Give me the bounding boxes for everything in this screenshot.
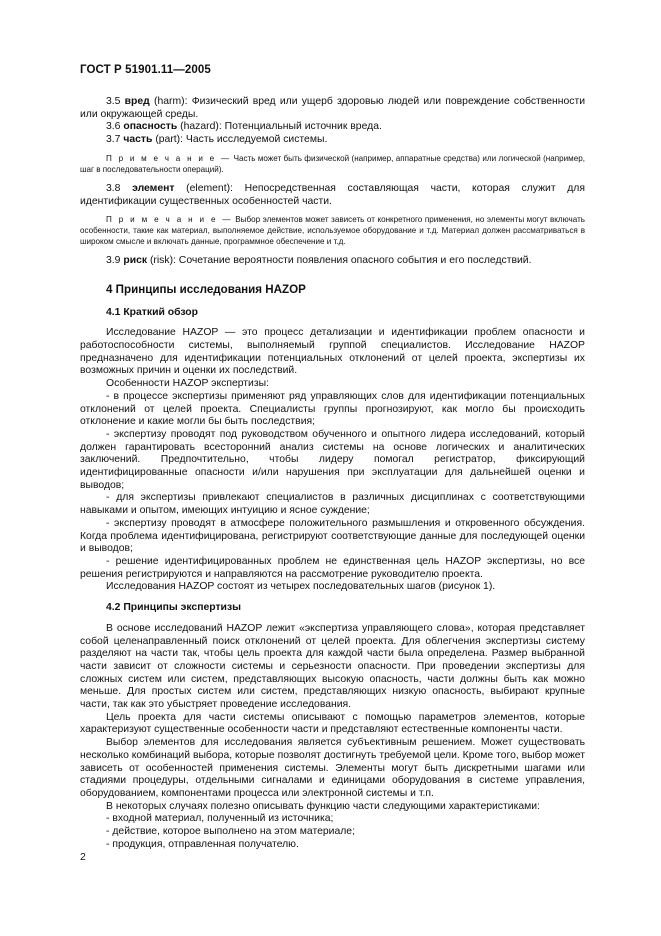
definition-number: 3.5 — [106, 96, 121, 107]
list-item: - продукция, отправленная получателю. — [106, 838, 299, 850]
note-element — [80, 214, 585, 247]
paragraph: Особенности HAZOP экспертизы: — [106, 378, 269, 390]
definition-term-en: (risk): — [149, 255, 176, 267]
note-text: Выбор элементов может зависеть от конкретного применения, но элементы могут включать особенности, такие как материал, выполняемое действие, используемое оборудование и т.д. Материал должен рассматриваться в широком смысле и включать данные, программное обеспечение и т.д. — [80, 215, 585, 247]
paragraph: В основе исследований HAZOP лежит «экспертиза управляющего слова», которая представляет собой целенаправленный поиск отклонений от целей проекта. Для облегчения экспертизы систему разделяют на части так, чтобы цель проекта для каждой части была определена. Размер выбранной части зависит от сложности системы и серьезности опасности. При проведении экспертизы для сложных систем или систем, представляющих высокую опасность, части должны быть как можно меньше. Для простых систем или систем, представляющих низкую опасность, выбирают крупные части, так как это убыстряет проведение исследования. — [80, 622, 585, 711]
page-content — [80, 96, 585, 851]
paragraph: Цель проекта для части системы описывают с помощью параметров элементов, которые характеризуют существенные особенности части и представляют естественные компоненты части. — [80, 711, 585, 736]
page-number: 2 — [80, 852, 86, 863]
list-item: - для экспертизы привлекают специалистов в различных дисциплинах с соответствующими навыками и опытом, имеющих интуицию и ясное суждение; — [80, 492, 585, 517]
document-header: ГОСТ Р 51901.11—2005 — [80, 64, 211, 76]
definition-term-en: (element): — [186, 182, 233, 194]
section-heading-4: 4 Принципы исследования HAZOP — [106, 282, 306, 296]
note-label: П р и м е ч а н и е — — [106, 153, 232, 163]
list-item: - экспертизу проводят под руководством обученного и опытного лидера исследований, который должен гарантировать всесторонний анализ системы на основе логических и аналитических заключений. Предпочтительно, чтобы лидеру помогал регистратор, фиксирующий идентифицированные опасности и/или нарушения при эксплуатации для дальнейшей оценки и выводов; — [80, 428, 585, 491]
definition-term-en: (harm): — [154, 96, 188, 107]
definition-text: Непосредственная составляющая части, которая служит для идентификации существенных особенностей части. — [80, 182, 585, 207]
definition-3-7 — [80, 134, 585, 147]
note-text: Часть может быть физической (например, аппаратные средства) или логической (например, шаг в последовательности операций). — [80, 153, 585, 174]
definition-term: элемент — [132, 182, 175, 194]
subsection-heading-4-1: 4.1 Краткий обзор — [106, 306, 198, 318]
definition-3-9 — [80, 255, 585, 268]
list-item: - действие, которое выполнено на этом материале; — [106, 826, 355, 838]
definition-3-8 — [80, 183, 585, 208]
note-label: П р и м е ч а н и е — — [106, 215, 233, 225]
definition-number: 3.7 — [106, 134, 121, 146]
definition-term: риск — [123, 255, 148, 267]
definition-text: Часть исследуемой системы. — [183, 134, 328, 146]
definition-term-en: (hazard): — [180, 121, 222, 133]
paragraph: В некоторых случаях полезно описывать функцию части следующими характеристиками: — [106, 800, 540, 812]
definition-term: вред — [124, 96, 150, 107]
definition-text: Сочетание вероятности появления опасного события и его последствий. — [175, 255, 532, 267]
paragraph: Исследования HAZOP состоят из четырех последовательных шагов (рисунок 1). — [106, 581, 496, 593]
definition-term: часть — [123, 134, 153, 146]
list-item: - решение идентифицированных проблем не единственная цель HAZOP экспертизы, но все решения регистрируются и направляются на рассмотрение руководителю проекта. — [80, 555, 585, 580]
paragraph: Исследование HAZOP — это процесс детализации и идентификации проблем опасности и работоспособности системы, выполняемый группой специалистов. Исследование HAZOP предназначено для идентификации потенциальных отклонений от целей проекта, экспертизы их возможных причин и оценки их последствий. — [80, 327, 585, 377]
definition-3-6 — [80, 121, 585, 134]
subsection-heading-4-2: 4.2 Принципы экспертизы — [106, 602, 241, 614]
list-item: - экспертизу проводят в атмосфере положительного размышления и откровенного обсуждения. Когда проблема идентифицирована, регистрируют соответствующие данные для последующей оценки и выводов; — [80, 517, 585, 555]
definition-text: Физический вред или ущерб здоровью людей или повреждение собственности или окружающей среды. — [80, 96, 586, 120]
definition-3-5 — [80, 96, 585, 121]
definition-term-en: (part): — [155, 134, 184, 146]
definition-term: опасность — [123, 121, 178, 133]
definition-number: 3.8 — [106, 182, 121, 194]
definition-number: 3.9 — [106, 255, 121, 267]
definition-text: Потенциальный источник вреда. — [221, 121, 382, 133]
definition-number: 3.6 — [106, 121, 121, 133]
note-part — [80, 153, 585, 175]
paragraph: Выбор элементов для исследования является субъективным решением. Может существовать несколько комбинаций выбора, которые позволят достигнуть требуемой цели. Кроме того, выбор может зависеть от особенностей применения системы. Элементы могут быть дискретными шагами или стадиями процедуры, отдельными сигналами и единицами оборудования в системе управления, оборудованием, компонентами процесса или электронной системы и т.п. — [80, 737, 585, 799]
list-item: - входной материал, полученный из источника; — [106, 813, 334, 825]
list-item: - в процессе экспертизы применяют ряд управляющих слов для идентификации потенциальных отклонений от целей проекта. Специалисты группы прогнозируют, как могло бы происходить отклонение и какие могли бы быть последствия; — [80, 390, 585, 428]
